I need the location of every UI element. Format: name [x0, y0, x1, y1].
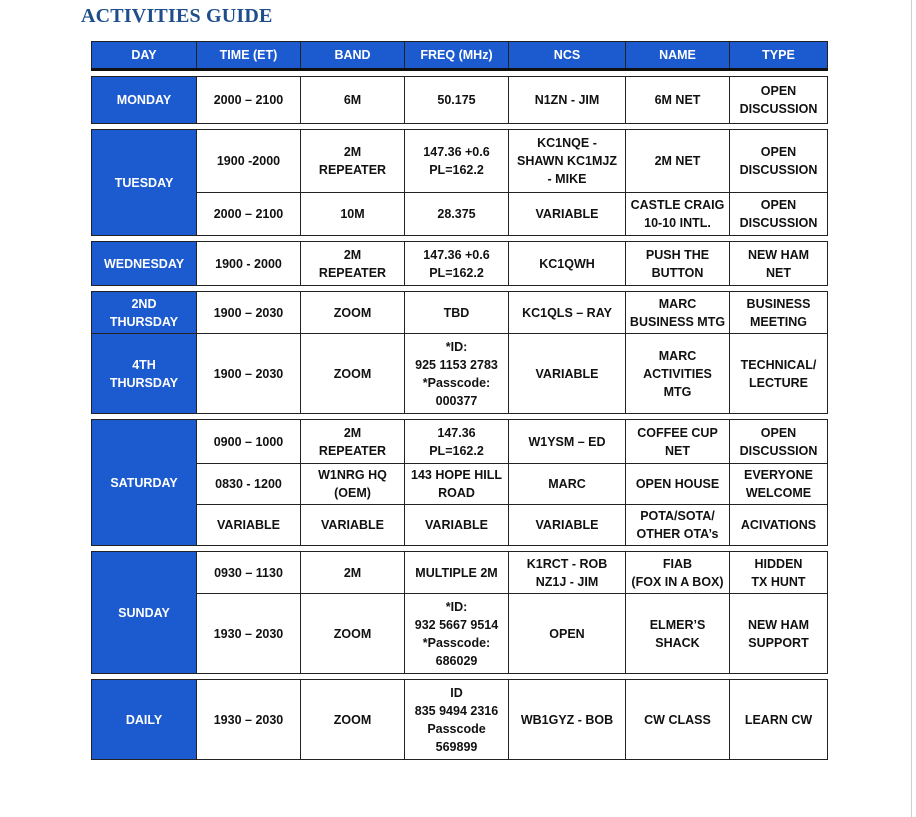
- table-row: [92, 594, 828, 674]
- cell-time: 0830 - 1200: [197, 464, 301, 505]
- table-row: [92, 193, 828, 236]
- cell-band: 6M: [301, 77, 405, 124]
- header-ncs: NCS: [509, 42, 626, 70]
- cell-band: 2M REPEATER: [301, 130, 405, 193]
- cell-time: 2000 – 2100: [197, 193, 301, 236]
- day-4th-thursday: 4TH THURSDAY: [92, 334, 197, 414]
- cell-type: OPEN DISCUSSION: [730, 193, 828, 236]
- cell-band: ZOOM: [301, 594, 405, 674]
- cell-time: 2000 – 2100: [197, 77, 301, 124]
- spacer-row: [92, 70, 828, 77]
- cell-freq: 147.36 PL=162.2: [405, 420, 509, 464]
- cell-time: 0930 – 1130: [197, 552, 301, 594]
- cell-band: 2M: [301, 552, 405, 594]
- cell-freq: 50.175: [405, 77, 509, 124]
- table-row: [92, 464, 828, 505]
- cell-time: 1900 – 2030: [197, 334, 301, 414]
- activities-table: [91, 41, 828, 760]
- header-row: [92, 42, 828, 70]
- cell-type: BUSINESS MEETING: [730, 292, 828, 334]
- cell-band: 2M REPEATER: [301, 420, 405, 464]
- cell-ncs: MARC: [509, 464, 626, 505]
- cell-name: COFFEE CUP NET: [626, 420, 730, 464]
- cell-ncs: K1RCT - ROB NZ1J - JIM: [509, 552, 626, 594]
- cell-ncs: KC1QLS – RAY: [509, 292, 626, 334]
- cell-freq: *ID: 925 1153 2783 *Passcode: 000377: [405, 334, 509, 414]
- table-row: [92, 334, 828, 414]
- cell-band: ZOOM: [301, 334, 405, 414]
- cell-name: MARC BUSINESS MTG: [626, 292, 730, 334]
- header-name: NAME: [626, 42, 730, 70]
- cell-time: VARIABLE: [197, 505, 301, 546]
- cell-name: POTA/SOTA/ OTHER OTA’s: [626, 505, 730, 546]
- cell-name: CASTLE CRAIG 10-10 INTL.: [626, 193, 730, 236]
- table-row: [92, 680, 828, 760]
- day-sunday: SUNDAY: [92, 552, 197, 674]
- cell-ncs: OPEN: [509, 594, 626, 674]
- table-row: [92, 130, 828, 193]
- cell-freq: 147.36 +0.6 PL=162.2: [405, 242, 509, 286]
- page-title: ACTIVITIES GUIDE: [81, 5, 273, 27]
- day-daily: DAILY: [92, 680, 197, 760]
- cell-time: 1930 – 2030: [197, 594, 301, 674]
- cell-band: VARIABLE: [301, 505, 405, 546]
- cell-type: TECHNICAL/ LECTURE: [730, 334, 828, 414]
- cell-type: HIDDEN TX HUNT: [730, 552, 828, 594]
- day-saturday: SATURDAY: [92, 420, 197, 546]
- header-time: TIME (ET): [197, 42, 301, 70]
- cell-ncs: KC1QWH: [509, 242, 626, 286]
- cell-name: 6M NET: [626, 77, 730, 124]
- cell-name: ELMER’S SHACK: [626, 594, 730, 674]
- cell-name: MARC ACTIVITIES MTG: [626, 334, 730, 414]
- cell-time: 1900 -2000: [197, 130, 301, 193]
- table-row: [92, 505, 828, 546]
- cell-ncs: WB1GYZ - BOB: [509, 680, 626, 760]
- cell-time: 1900 - 2000: [197, 242, 301, 286]
- cell-band: ZOOM: [301, 292, 405, 334]
- cell-ncs: W1YSM – ED: [509, 420, 626, 464]
- cell-freq: *ID: 932 5667 9514 *Passcode: 686029: [405, 594, 509, 674]
- cell-name: 2M NET: [626, 130, 730, 193]
- day-tuesday: TUESDAY: [92, 130, 197, 236]
- day-monday: MONDAY: [92, 77, 197, 124]
- cell-time: 0900 – 1000: [197, 420, 301, 464]
- table-row: [92, 552, 828, 594]
- cell-type: ACIVATIONS: [730, 505, 828, 546]
- cell-freq: 28.375: [405, 193, 509, 236]
- cell-time: 1900 – 2030: [197, 292, 301, 334]
- cell-type: OPEN DISCUSSION: [730, 420, 828, 464]
- cell-name: FIAB (FOX IN A BOX): [626, 552, 730, 594]
- day-wednesday: WEDNESDAY: [92, 242, 197, 286]
- cell-freq: ID 835 9494 2316 Passcode 569899: [405, 680, 509, 760]
- cell-freq: 147.36 +0.6 PL=162.2: [405, 130, 509, 193]
- cell-band: 10M: [301, 193, 405, 236]
- cell-type: EVERYONE WELCOME: [730, 464, 828, 505]
- cell-ncs: VARIABLE: [509, 334, 626, 414]
- table-row: [92, 292, 828, 334]
- cell-freq: VARIABLE: [405, 505, 509, 546]
- header-freq: FREQ (MHz): [405, 42, 509, 70]
- table-row: [92, 242, 828, 286]
- table-row: [92, 77, 828, 124]
- cell-freq: MULTIPLE 2M: [405, 552, 509, 594]
- cell-time: 1930 – 2030: [197, 680, 301, 760]
- cell-type: NEW HAM NET: [730, 242, 828, 286]
- cell-ncs: N1ZN - JIM: [509, 77, 626, 124]
- header-band: BAND: [301, 42, 405, 70]
- cell-freq: TBD: [405, 292, 509, 334]
- table-row: [92, 420, 828, 464]
- cell-ncs: VARIABLE: [509, 505, 626, 546]
- cell-type: LEARN CW: [730, 680, 828, 760]
- cell-name: PUSH THE BUTTON: [626, 242, 730, 286]
- header-type: TYPE: [730, 42, 828, 70]
- cell-band: ZOOM: [301, 680, 405, 760]
- header-day: DAY: [92, 42, 197, 70]
- cell-band: 2M REPEATER: [301, 242, 405, 286]
- cell-ncs: VARIABLE: [509, 193, 626, 236]
- cell-ncs: KC1NQE - SHAWN KC1MJZ - MIKE: [509, 130, 626, 193]
- page-edge: [911, 0, 912, 817]
- cell-name: OPEN HOUSE: [626, 464, 730, 505]
- cell-type: OPEN DISCUSSION: [730, 130, 828, 193]
- cell-band: W1NRG HQ (OEM): [301, 464, 405, 505]
- cell-type: OPEN DISCUSSION: [730, 77, 828, 124]
- cell-name: CW CLASS: [626, 680, 730, 760]
- cell-freq: 143 HOPE HILL ROAD: [405, 464, 509, 505]
- day-2nd-thursday: 2ND THURSDAY: [92, 292, 197, 334]
- cell-type: NEW HAM SUPPORT: [730, 594, 828, 674]
